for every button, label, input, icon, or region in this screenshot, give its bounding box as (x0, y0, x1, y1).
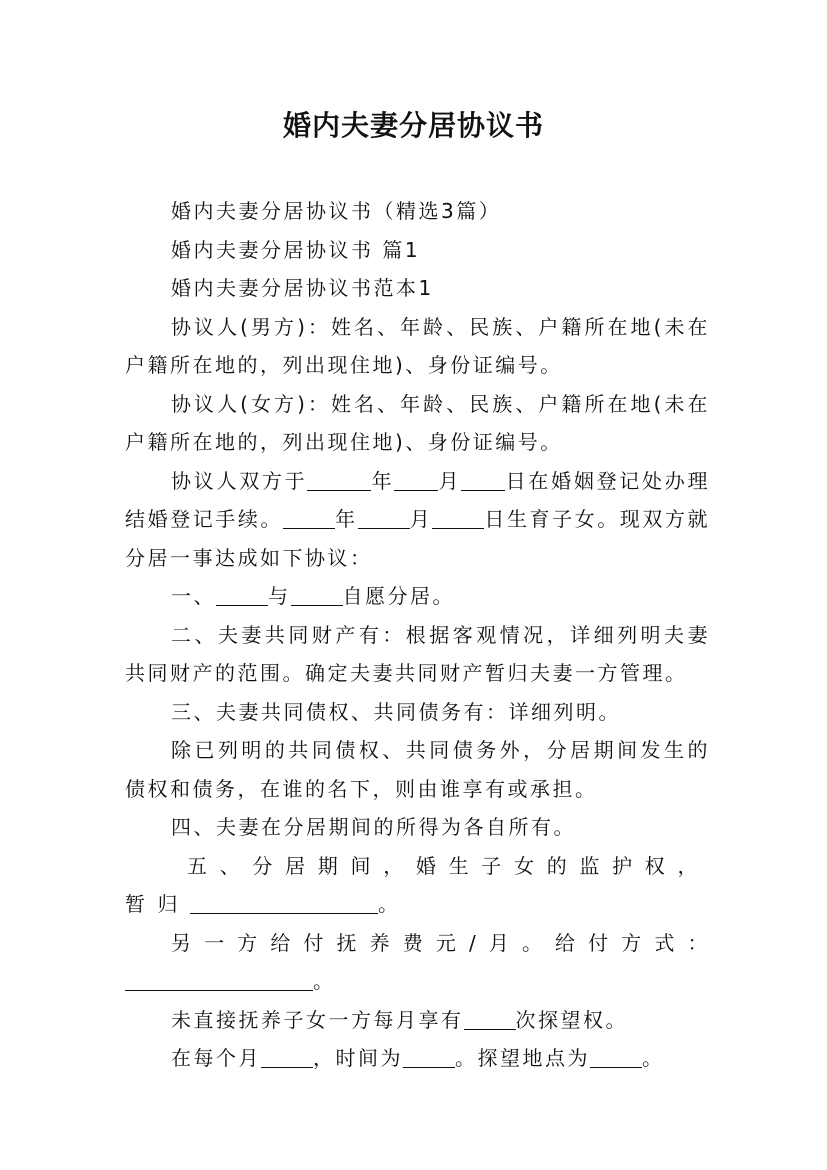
blank-line (190, 891, 378, 914)
text-run: 在每个月 (171, 1046, 261, 1070)
text-run: 年 (371, 468, 395, 493)
text-run: 次探望权。 (515, 1007, 628, 1032)
paragraph (125, 462, 710, 578)
blank-line (358, 506, 410, 529)
document-body (125, 192, 710, 1078)
paragraph: 婚内夫妻分居协议书（精选3篇） (171, 199, 502, 223)
text-run: 另一方给付抚养费元/月。给付方式： (171, 930, 710, 955)
text-run: 年 (335, 507, 358, 531)
text-run: ，时间为 (313, 1046, 403, 1070)
paragraph: 除已列明的共同债权、共同债务外，分居期间发生的债权和债务，在谁的名下，则由谁享有或承担。 (125, 738, 710, 801)
blank-line (432, 506, 484, 529)
paragraph: 婚内夫妻分居协议书 篇1 (171, 237, 421, 262)
blank-line (461, 468, 505, 491)
text-run: 月 (438, 468, 462, 493)
paragraph (125, 577, 710, 616)
text-run: 。 (378, 892, 411, 916)
text-run: 。 (313, 969, 336, 993)
text-run: 自愿分居。 (342, 584, 455, 608)
text-run: 协议人双方于 (171, 468, 308, 493)
paragraph (125, 1039, 710, 1078)
blank-line (216, 583, 268, 606)
text-run: 与 (268, 584, 291, 608)
blank-line (394, 468, 438, 491)
text-run: 未直接抚养子女一方每月享有 (171, 1007, 464, 1032)
paragraph (125, 847, 710, 924)
blank-line (291, 583, 343, 606)
paragraph (125, 924, 710, 1001)
blank-line (403, 1045, 455, 1068)
paragraph: 二、夫妻共同财产有：根据客观情况，详细列明夫妻共同财产的范围。确定夫妻共同财产暂归夫妻一方管理。 (125, 622, 710, 685)
paragraph: 三、夫妻共同债权、共同债务有：详细列明。 (171, 699, 621, 724)
text-run: 月 (409, 507, 433, 531)
paragraph (125, 1001, 710, 1040)
blank-line (283, 506, 335, 529)
blank-line (261, 1045, 313, 1068)
text-run: 。探望地点为 (455, 1046, 590, 1070)
text-run: 。 (642, 1046, 665, 1070)
document-title: 婚内夫妻分居协议书 (282, 109, 544, 142)
paragraph: 协议人(女方)：姓名、年龄、民族、户籍所在地(未在户籍所在地的，列出现住地)、身份证编号。 (125, 391, 710, 454)
blank-line (125, 968, 313, 991)
text-run: 日在婚姻登记处办理结婚登记手续。 (125, 468, 711, 531)
text-run: 日生育子女。现双方就分居一事达成如下协议： (125, 507, 711, 570)
text-run: 五、分居期间，婚生子女的监护权，暂归 (125, 853, 710, 916)
paragraph: 婚内夫妻分居协议书范本1 (171, 276, 434, 300)
paragraph: 协议人(男方)：姓名、年龄、民族、户籍所在地(未在户籍所在地的，列出现住地)、身份证编号。 (125, 314, 710, 377)
paragraph: 四、夫妻在分居期间的所得为各自所有。 (171, 815, 576, 839)
blank-line (307, 468, 371, 491)
blank-line (590, 1045, 642, 1068)
blank-line (464, 1007, 516, 1030)
text-run: 一、 (171, 584, 216, 608)
